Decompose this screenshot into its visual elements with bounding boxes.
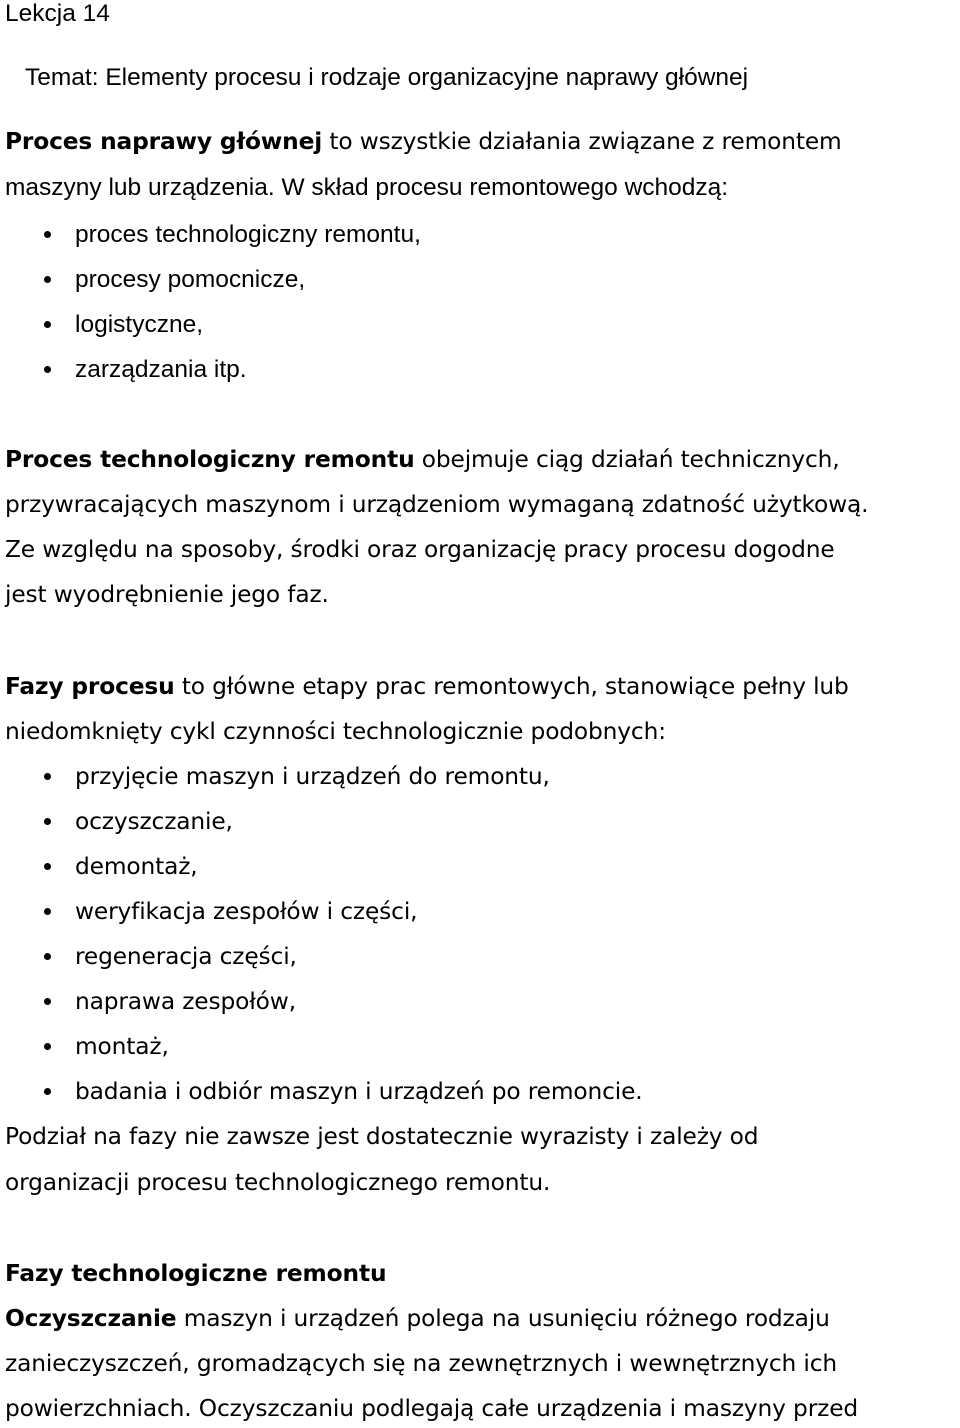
- phases-line-2: niedomknięty cykl czynności technologicznie podobnych:: [5, 718, 666, 745]
- list-item: [0, 1077, 960, 1107]
- intro-term: Proces naprawy głównej: [5, 128, 323, 155]
- tech-phases-heading: Fazy technologiczne remontu: [5, 1260, 387, 1287]
- tech-phases-line-3: powierzchniach. Oczyszczaniu podlegają całe urządzenia i maszyny przed: [5, 1395, 859, 1422]
- bullet-icon: [44, 1088, 51, 1095]
- phases-line-1-rest: to główne etapy prac remontowych, stanowiące pełny lub: [174, 673, 849, 700]
- list-item-text: logistyczne,: [75, 311, 204, 338]
- list-item-text: badania i odbiór maszyn i urządzeń po remoncie.: [75, 1078, 643, 1105]
- list-item: [0, 852, 960, 882]
- intro-line-1: [5, 127, 842, 157]
- list-item: [0, 310, 960, 340]
- tech-process-term: Proces technologiczny remontu: [5, 446, 415, 473]
- intro-line-1-rest: to wszystkie działania związane z remontem: [322, 128, 842, 155]
- list-item-text: demontaż,: [75, 853, 198, 880]
- list-item-text: proces technologiczny remontu,: [75, 221, 421, 248]
- list-item: [0, 355, 960, 385]
- list-item: [0, 987, 960, 1017]
- bullet-icon: [44, 998, 51, 1005]
- bullet-icon: [44, 953, 51, 960]
- bullet-icon: [44, 276, 51, 283]
- tech-process-line-2: przywracających maszynom i urządzeniom wymaganą zdatność użytkową.: [5, 491, 869, 518]
- bullet-icon: [44, 321, 51, 328]
- phases-line-1: [5, 672, 849, 702]
- tech-phases-line-1-rest: maszyn i urządzeń polega na usunięciu różnego rodzaju: [176, 1305, 830, 1332]
- phases-note-line-2: organizacji procesu technologicznego remontu.: [5, 1169, 551, 1196]
- list-item: [0, 897, 960, 927]
- tech-process-line-4: jest wyodrębnienie jego faz.: [5, 581, 329, 608]
- tech-phases-line-1: [5, 1304, 830, 1334]
- tech-process-line-1: [5, 445, 839, 475]
- bullet-icon: [44, 231, 51, 238]
- bullet-icon: [44, 908, 51, 915]
- list-item: [0, 265, 960, 295]
- list-item: [0, 807, 960, 837]
- list-item-text: zarządzania itp.: [75, 356, 247, 383]
- phases-term: Fazy procesu: [5, 673, 175, 700]
- tech-process-line-1-rest: obejmuje ciąg działań technicznych,: [414, 446, 840, 473]
- list-item: [0, 942, 960, 972]
- bullet-icon: [44, 1043, 51, 1050]
- tech-phases-line-2: zanieczyszczeń, gromadzących się na zewnętrznych i wewnętrznych ich: [5, 1350, 838, 1377]
- list-item: [0, 762, 960, 792]
- intro-line-2: maszyny lub urządzenia. W skład procesu remontowego wchodzą:: [5, 174, 729, 201]
- tech-phases-term: Oczyszczanie: [5, 1305, 177, 1332]
- list-item: [0, 220, 960, 250]
- phases-note-line-1: Podział na fazy nie zawsze jest dostatecznie wyrazisty i zależy od: [5, 1123, 759, 1150]
- bullet-icon: [44, 863, 51, 870]
- list-item: [0, 1032, 960, 1062]
- lesson-topic: Temat: Elementy procesu i rodzaje organizacyjne naprawy głównej: [25, 64, 749, 91]
- bullet-icon: [44, 366, 51, 373]
- list-item-text: oczyszczanie,: [75, 808, 233, 835]
- bullet-icon: [44, 773, 51, 780]
- list-item-text: regeneracja części,: [75, 943, 297, 970]
- list-item-text: montaż,: [75, 1033, 169, 1060]
- list-item-text: procesy pomocnicze,: [75, 266, 306, 293]
- list-item-text: przyjęcie maszyn i urządzeń do remontu,: [75, 763, 550, 790]
- list-item-text: weryfikacja zespołów i części,: [75, 898, 418, 925]
- lesson-title: Lekcja 14: [5, 0, 110, 27]
- bullet-icon: [44, 818, 51, 825]
- list-item-text: naprawa zespołów,: [75, 988, 296, 1015]
- tech-process-line-3: Ze względu na sposoby, środki oraz organizację pracy procesu dogodne: [5, 536, 835, 563]
